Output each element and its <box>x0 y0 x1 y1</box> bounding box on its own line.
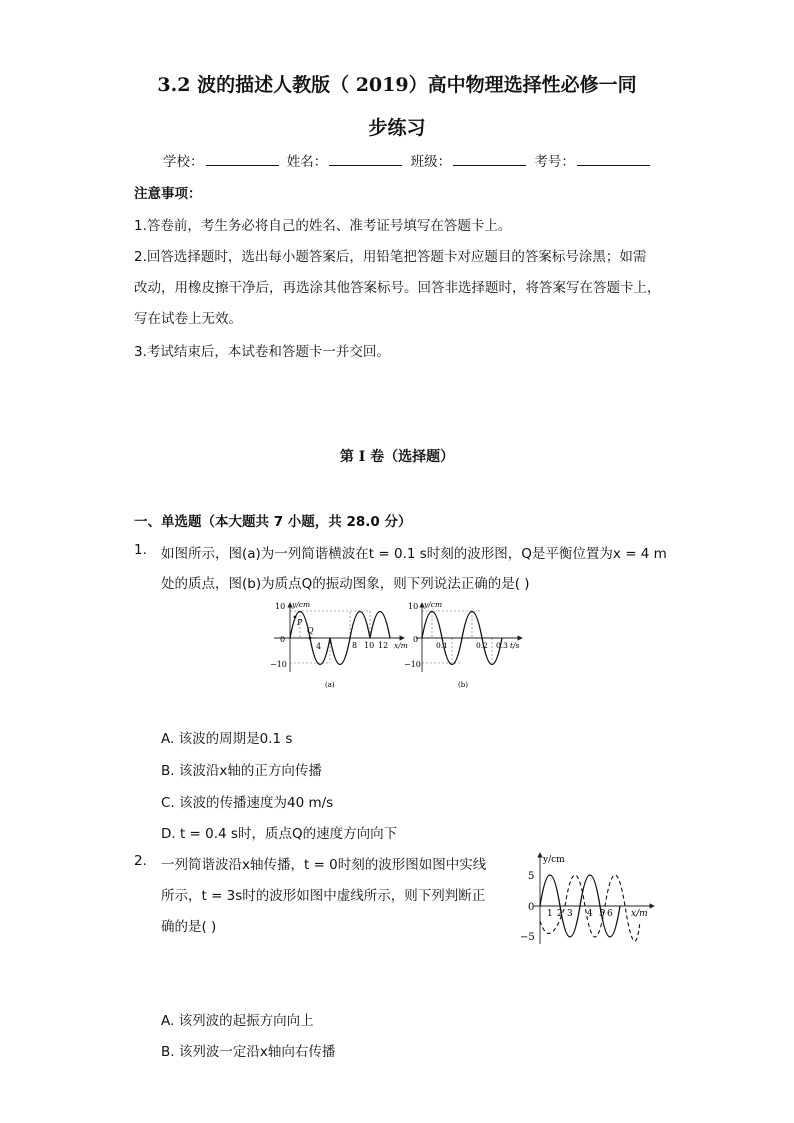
student-info-row <box>163 150 654 170</box>
y-tick-5: 5 <box>528 871 535 882</box>
x-tick-2: 2 <box>557 909 563 919</box>
y-unit-label: y/cm <box>543 855 565 865</box>
question-1-option-d: D. t = 0.4 s时，质点Q的速度方向向下 <box>161 826 398 842</box>
question-2-stem-line2: 所示，t = 3s时的波形如图中虚线所示，则下列判断正 <box>161 888 486 904</box>
t-unit-label: t/s <box>510 641 520 650</box>
x-tick-4: 4 <box>587 909 593 919</box>
question-2-number: 2. <box>134 853 147 869</box>
point-q <box>309 637 312 640</box>
t-tick-0.3: 0.3 <box>496 641 508 650</box>
t-tick-0.2: 0.2 <box>476 641 488 650</box>
point-p-label: P <box>297 618 303 627</box>
notice-item-1: 1.答卷前，考生务必将自己的姓名、准考证号填写在答题卡上。 <box>134 218 512 234</box>
school-blank <box>206 153 279 166</box>
question-2-stem-line3: 确的是( ) <box>161 919 217 935</box>
question-2-option-a: A. 该列波的起振方向向上 <box>161 1013 314 1029</box>
y-unit-label: y/cm <box>292 600 311 609</box>
x-tick-6: 6 <box>607 909 613 919</box>
class-label: 班级： <box>410 154 452 170</box>
question-1-option-a: A. 该波的周期是0.1 s <box>161 731 293 747</box>
t-tick-0.1: 0.1 <box>436 641 448 650</box>
x-tick-8: 8 <box>352 641 358 650</box>
x-tick-4: 4 <box>316 642 322 651</box>
y-tick-10: 10 <box>275 602 286 611</box>
point-p <box>294 616 297 619</box>
y-tick-0: 0 <box>413 635 419 644</box>
figure-b-caption: (b) <box>458 681 468 689</box>
y-tick-neg10: −10 <box>404 660 421 669</box>
question-1-option-c: C. 该波的传播速度为40 m/s <box>161 795 334 811</box>
school-label: 学校： <box>163 154 204 170</box>
x-tick-12: 12 <box>378 641 389 650</box>
y-tick-0: 0 <box>528 902 535 913</box>
y-tick-neg5: −5 <box>520 932 535 943</box>
part-heading: 一、单选题（本大题共 7 小题，共 28.0 分） <box>134 514 412 530</box>
notice-item-2-line1: 2.回答选择题时，选出每小题答案后，用铅笔把答题卡对应题目的答案标号涂黑；如需 <box>134 249 647 265</box>
question-2-figure <box>514 848 662 946</box>
question-2-option-b: B. 该列波一定沿x轴向右传播 <box>161 1044 336 1060</box>
y-tick-10: 10 <box>408 602 419 611</box>
question-1-option-b: B. 该波沿x轴的正方向传播 <box>161 763 322 779</box>
x-unit-label: x/m <box>394 641 408 650</box>
x-tick-5: 5 <box>599 909 605 919</box>
point-q-label: Q <box>307 626 314 635</box>
class-blank <box>453 153 526 166</box>
question-1-figure-a <box>268 598 412 690</box>
notice-item-3: 3.考试结束后，本试卷和答题卡一并交回。 <box>134 344 390 360</box>
exam-number-blank <box>577 153 650 166</box>
question-1-stem-line1: 如图所示，图(a)为一列简谐横波在t = 0.1 s时刻的波形图，Q是平衡位置为x = 4 m <box>161 546 667 562</box>
notice-heading: 注意事项： <box>134 186 202 202</box>
question-2-stem-line1: 一列简谐波沿x轴传播，t = 0时刻的波形图如图中实线 <box>161 857 487 873</box>
y-unit-label: y/cm <box>424 600 443 609</box>
name-blank <box>329 153 402 166</box>
exam-number-label: 考号： <box>534 154 575 170</box>
figure-a-caption: (a) <box>325 681 335 689</box>
y-tick-neg10: −10 <box>270 660 287 669</box>
y-tick-0: 0 <box>280 635 286 644</box>
question-1-stem-line2: 处的质点，图(b)为质点Q的振动图象，则下列说法正确的是( ) <box>161 576 530 592</box>
name-label: 姓名： <box>286 154 328 170</box>
document-title-line1: 3.2 波的描述人教版（ 2019）高中物理选择性必修一同 <box>157 74 637 96</box>
x-tick-1: 1 <box>547 909 553 919</box>
x-tick-10: 10 <box>364 641 375 650</box>
x-unit-label: x/m <box>631 909 648 919</box>
document-title-line2: 步练习 <box>368 117 426 139</box>
notice-item-2-line3: 写在试卷上无效。 <box>134 311 242 327</box>
x-tick-3: 3 <box>567 909 573 919</box>
question-1-number: 1. <box>134 542 147 558</box>
question-1-figure-b <box>404 598 528 690</box>
section-title: 第 I 卷（选择题） <box>339 449 455 465</box>
notice-item-2-line2: 改动，用橡皮擦干净后，再选涂其他答案标号。回答非选择题时，将答案写在答题卡上， <box>134 280 661 296</box>
